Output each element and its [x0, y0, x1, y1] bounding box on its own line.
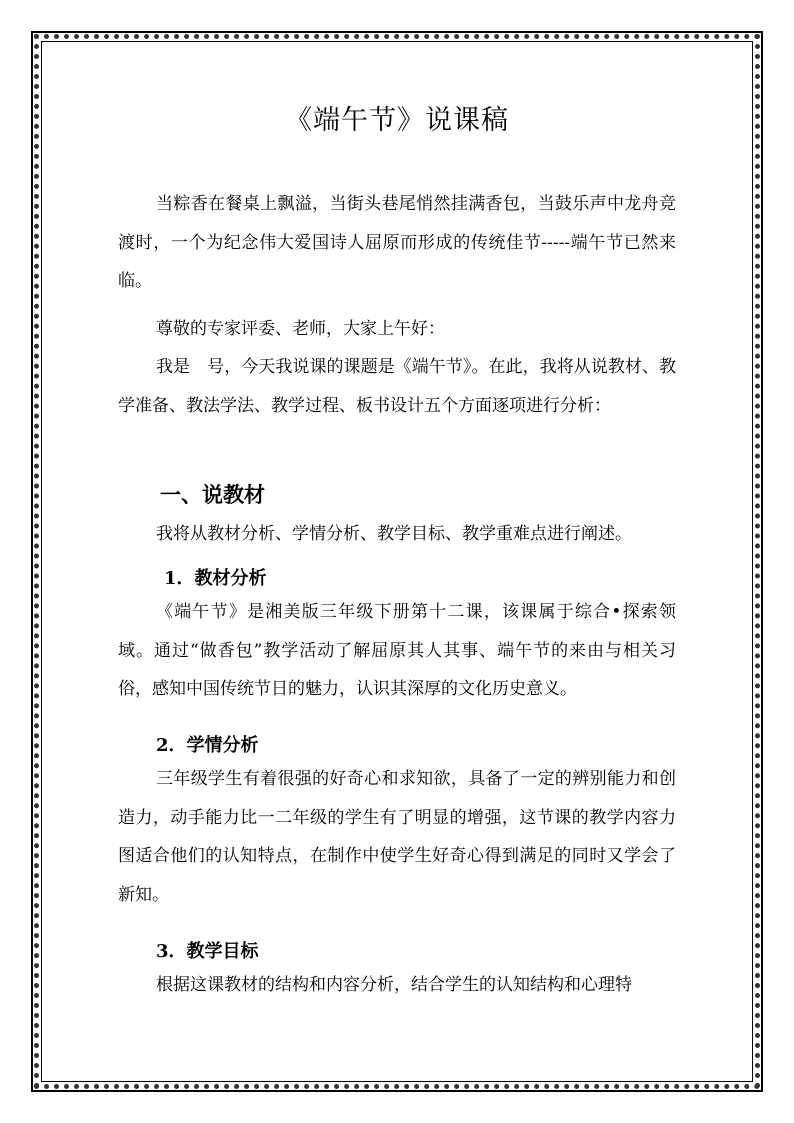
sub3-heading: 3．教学目标	[156, 941, 259, 962]
sub2-heading: 2．学情分析	[156, 735, 259, 756]
sub2-text: 三年级学生有着很强的好奇心和求知欲，具备了一定的辨别能力和创造力，动手能力比一二年级的学生有了明显的增强，这节课的教学内容力图适合他们的认知特点，在制作中使学生好奇心得到满足的同时又学会了新知。	[118, 769, 676, 905]
self-intro-paragraph: 我是 号，今天我说课的课题是《端午节》。在此，我将从说教材、教学准备、教法学法、教学过程、板书设计五个方面逐项进行分析：	[118, 357, 676, 416]
document-title: 《端午节》说课稿	[285, 105, 509, 136]
section1-heading: 一、说教材	[160, 482, 265, 507]
section1-intro: 我将从教材分析、学情分析、教学目标、教学重难点进行阐述。	[156, 524, 632, 544]
sub1-heading: 1．教材分析	[164, 568, 267, 589]
greeting-paragraph: 尊敬的专家评委、老师，大家上午好：	[156, 319, 445, 339]
sub1-text: 《端午节》是湘美版三年级下册第十二课，该课属于综合•探索领域。通过“做香包”教学活动了解屈原其人其事、端午节的来由与相关习俗，感知中国传统节日的魅力，认识其深厚的文化历史意义。	[118, 602, 676, 699]
intro-paragraph: 当粽香在餐桌上飘溢，当街头巷尾悄然挂满香包，当鼓乐声中龙舟竞渡时，一个为纪念伟大爱国诗人屈原而形成的传统佳节-----端午节已然来临。	[118, 194, 676, 291]
sub3-text: 根据这课教材的结构和内容分析，结合学生的认知结构和心理特	[156, 975, 632, 995]
